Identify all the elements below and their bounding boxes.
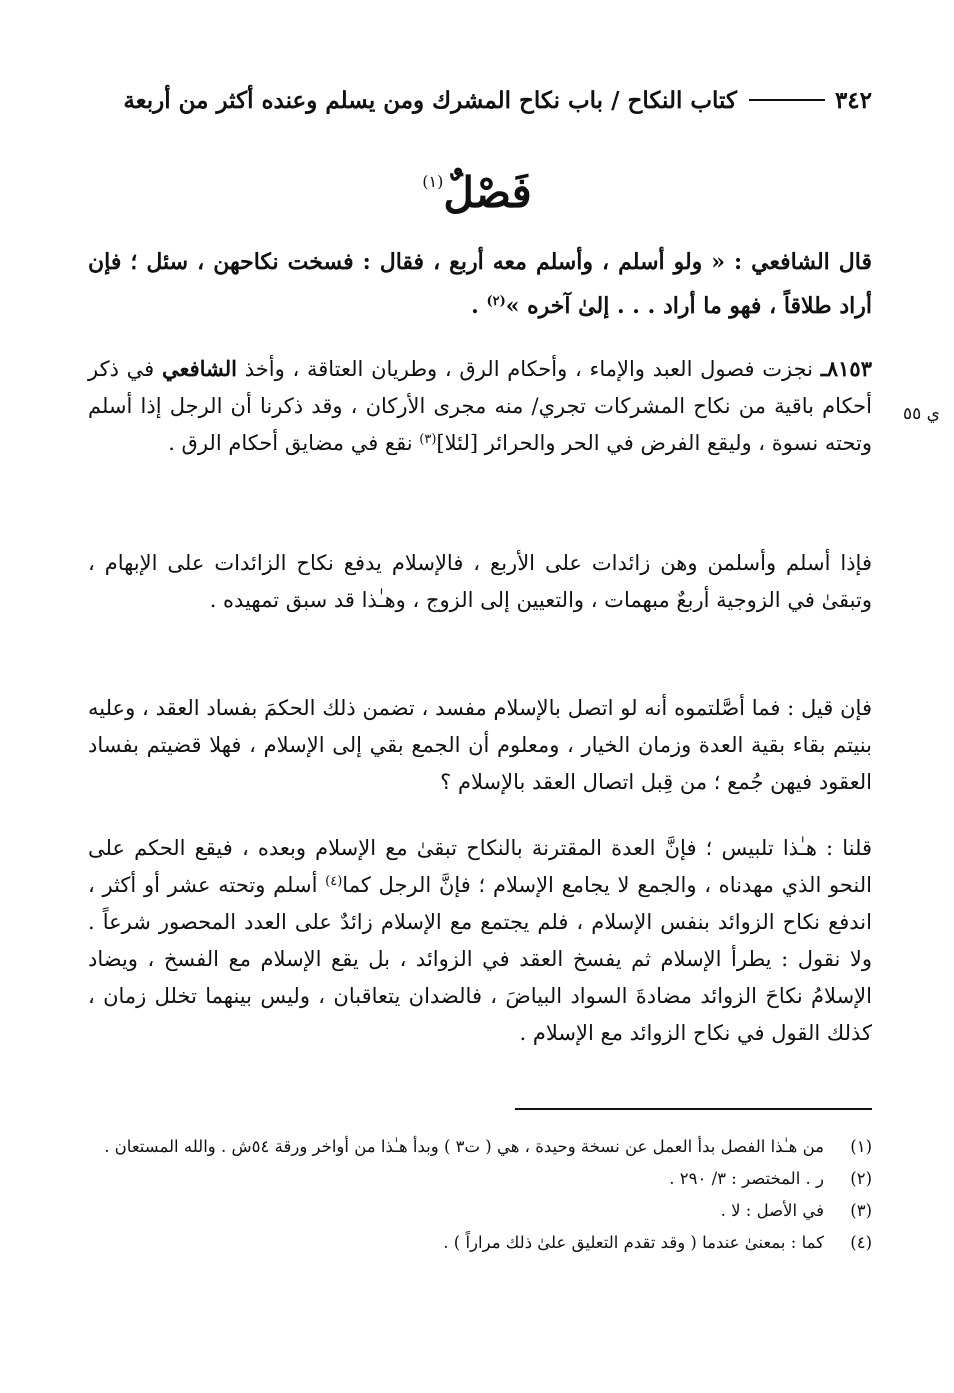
footnote bbox=[88, 1167, 872, 1190]
footnote-index: (٣) bbox=[850, 1201, 872, 1220]
paragraph-number: ٨١٥٣ـ bbox=[820, 356, 872, 381]
paragraph-3: فإن قيل : فما أصَّلتموه أنه لو اتصل بالإسلام مفسد ، تضمن ذلك الحكمَ بفساد العقد ، وعليه بنيتم بقاء بقية العدة وزمان الخيار ، ومعلوم أن الجمع بقي إلى الإسلام ، فهلا قضيتم بفساد العقود فيهن جُمع ؛ من قِبل اتصال العقد بالإسلام ؟ bbox=[88, 696, 872, 794]
section-heading-note: (١) bbox=[422, 172, 444, 191]
paragraph-4 bbox=[88, 830, 872, 1052]
paragraph-4-text-b: أسلم وتحته عشر أو أكثر ، اندفع نكاح الزوائد بنفس الإسلام ، فلم يجتمع مع الإسلام زائدٌ على العدد المحصور شرعاً . ولا نقول : يطرأ الإسلام ثم يفسخ العقد في الزوائد ، بل يقع الإسلام مع الفسخ ، ويضاد الإسلامُ نكاحَ الزوائد مضادةَ السواد البياضَ ، فالضدان يتعاقبان ، وليس بينهما تخلل زمان ، كذلك القول في نكاح الزوائد مع الإسلام . bbox=[88, 873, 872, 1045]
footnote bbox=[88, 1135, 872, 1158]
section-heading-text: فَصْلٌ bbox=[443, 168, 532, 217]
footnote bbox=[88, 1199, 872, 1222]
author-name: الشافعي bbox=[161, 356, 237, 381]
footnote-text: في الأصل : لا . bbox=[720, 1201, 824, 1220]
footnote-ref-3: (٣) bbox=[419, 432, 437, 447]
footnote-index: (٢) bbox=[850, 1169, 872, 1188]
paragraph-1-text-b: في ذكر أحكام باقية من نكاح المشركات تجري/ منه مجرى الأركان ، وقد ذكرنا أن الرجل إذا أسلم وتحته نسوة ، وليقع الفرض في الحر والحرائر [لئلا] bbox=[88, 357, 872, 455]
page-number: ٣٤٢ bbox=[834, 86, 872, 114]
footnote bbox=[88, 1231, 872, 1254]
footnote-index: (٤) bbox=[850, 1233, 872, 1252]
footnote-ref-2: (٢) bbox=[486, 294, 506, 309]
quote-line: قال الشافعي : « ولو أسلم ، وأسلم معه أربع ، فقال : فسخت نكاحهن ، سئل ؛ فإن أراد طلاقاً ، فهو ما أراد . . . إلىٰ آخره » bbox=[88, 249, 872, 319]
quote-end: . bbox=[471, 293, 487, 319]
footnote-text: ر . المختصر : ٣/ ٢٩٠ . bbox=[669, 1169, 824, 1188]
paragraph-1 bbox=[88, 350, 872, 462]
paragraph-1-text-c: نقع في مضايق أحكام الرق . bbox=[168, 431, 420, 455]
footnote-text: كما : بمعنىٰ عندما ( وقد تقدم التعليق علىٰ ذلك مراراً ) . bbox=[443, 1233, 824, 1252]
footnote-index: (١) bbox=[850, 1137, 872, 1156]
footnote-text: من هـٰذا الفصل بدأ العمل عن نسخة وحيدة ، هي ( ت٣ ) وبدأ هـٰذا من أواخر ورقة ٥٤ش . والله المستعان . bbox=[104, 1137, 824, 1156]
footnote-ref-4: (٤) bbox=[325, 874, 343, 889]
margin-folio-note: ي ٥٥ bbox=[903, 404, 940, 424]
paragraph-4-text-a: قلنا : هـٰذا تلبيس ؛ فإنَّ العدة المقترنة بالنكاح تبقىٰ مع الإسلام وبعده ، فيقع الحكم على النحو الذي مهدناه ، والجمع لا يجامع الإسلام ؛ فإنَّ الرجل كما bbox=[88, 836, 872, 897]
quoted-text bbox=[88, 240, 872, 328]
paragraph-1-text-a: نجزت فصول العبد والإماء ، وأحكام الرق ، وطريان العتاقة ، وأخذ bbox=[237, 357, 821, 381]
running-header bbox=[90, 80, 872, 120]
footnotes bbox=[88, 1135, 872, 1263]
header-rule bbox=[749, 99, 825, 101]
paragraph-2: فإذا أسلم وأسلمن وهن زائدات على الأربع ، فالإسلام يدفع نكاح الزائدات على الإبهام ، وتبقىٰ في الزوجية أربعٌ مبهمات ، والتعيين إلى الزوج ، وهـٰذا قد سبق تمهيده . bbox=[88, 551, 872, 612]
section-heading bbox=[0, 168, 954, 217]
footnote-separator bbox=[515, 1108, 872, 1110]
running-title: كتاب النكاح / باب نكاح المشرك ومن يسلم وعنده أكثر من أربعة bbox=[123, 86, 737, 114]
